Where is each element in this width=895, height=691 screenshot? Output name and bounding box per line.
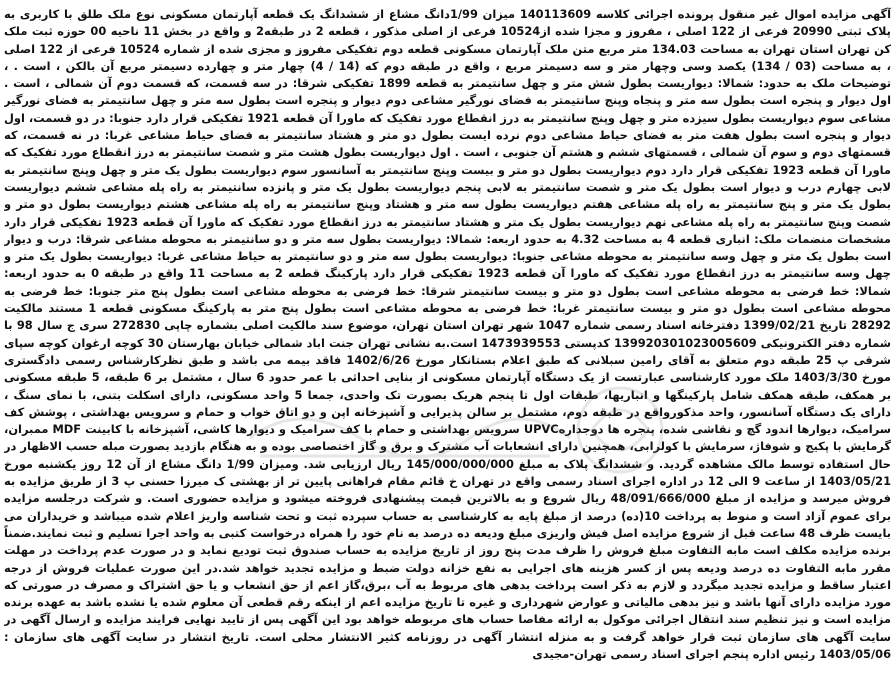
auction-notice-text: آگهی مزایده اموال غیر منقول پرونده اجرائی کلاسه 140113609 میزان 1/99دانگ مشاع از ششدانگ یک قطعه آپارتمان مسکونی نوع ملک طلق با کاربری به پلاک ثبتی 20990 فرعی از 122 اصلی ، مفروز و مجزا شده از10524 فرعی از اصلی مذکور ، قطعه 2 در طبقه2 و واقع در بخش 11 ناحیه 00 حوزه ثبت ملک کن تهران استان تهران به مساحت 134.03 متر مربع متن ملک آپارتمان مسکونی قطعه دوم تفکیکی مفروز و مجزی شده از شماره 10524 فرعی از 122 اصلی ، به مساحت (03 / 134) یکصد وسی وچهار متر و سه دسیمتر مربع ، واقع در طبقه دوم که (14 / 4) چهار متر و چهارده دسیمتر مربع آن بالکن ، است . ، توضیحات ملک به حدود: شمالا: دیواریست بطول شش متر و چهل سانتیمتر به قطعه 1899 تفکیکی شرقا: در سه قسمت، که قسمت دوم آن شمالی ، است . اول دیوار و پنجره است بطول سه متر و پنجاه وپنج سانتیمتر به فضای نورگیر مشاعی دوم دیوار و پنجره است بطول سه متر و چهل سانتیمتر به فضای نورگیر مشاعی سوم دیواریست بطول سیزده متر و چهل وپنج سانتیمتر به درز انقطاع مورد تفکیک که ماورا آن قطعه 1921 تفکیکی قرار دارد جنوبا: در دو قسمت، اول دیوار و پنجره است بطول هفت متر به فضای حیاط مشاعی دوم نرده ایست بطول دو متر و هشتاد سانتیمتر به فضای حیاط مشاعی غربا: در نه قسمت، که قسمتهای دوم و سوم آن شمالی ، قسمتهای ششم و هشتم آن جنوبی ، است . اول دیواریست بطول هشت متر و شصت سانتیمتر به درز انقطاع مورد تفکیک که ماورا آن قطعه 1923 تفکیکی قرار دارد دوم دیواریست بطول دو متر و بیست وپنج سانتیمتر به آسانسور سوم دیواریست بطول یک متر و چهل وپنج سانتیمتر به لابی چهارم درب و دیوار است بطول یک متر و شصت سانتیمتر به لابی پنجم دیواریست بطول یک متر و پانزده سانتیمتر به راه پله مشاعی ششم دیواریست بطول یک متر و پنج سانتیمتر به راه پله مشاعی هفتم دیواریست بطول سه متر و هشتاد وپنج سانتیمتر به راه پله مشاعی هشتم دیواریست بطول دو متر و شصت وپنج سانتیمتر به راه پله مشاعی نهم دیواریست بطول یک متر و هشتاد سانتیمتر به درز انقطاع مورد تفکیک که ماورا آن قطعه 1923 تفکیکی قرار دارد مشخصات منضمات ملک: انباری قطعه 4 به مساحت 4.32 به حدود اربعه: شمالا: دیواریست بطول سه متر و دو سانتیمتر به محوطه مشاعی شرقا: درب و دیوار است بطول یک متر و چهل وسه سانتیمتر به محوطه مشاعی جنوبا: دیواریست بطول سه متر و دو سانتیمتر به حیاط مشاعی غربا: دیواریست بطول یک متر و چهل وسه سانتیمتر به درز انقطاع مورد تفکیک که ماورا آن قطعه 1923 تفکیکی قرار دارد پارکینگ قطعه 2 به مساحت 11 واقع در طبقه 0 به حدود اربعه: شمالا: خط فرضی به محوطه مشاعی است بطول دو متر و بیست سانتیمتر شرقا: خط فرضی به محوطه مشاعی است بطول پنج متر جنوبا: خط فرضی به محوطه مشاعی است بطول دو متر و بیست سانتیمتر غربا: خط فرضی به محوطه مشاعی است بطول پنج متر به پارکینگ مسکونی قطعه 1 مستند مالکیت 28292 تاریخ 1399/02/21 دفترخانه اسناد رسمی شماره 1047 شهر تهران استان تهران، موضوع سند مالکیت اصلی بشماره چاپی 272830 سری ج سال 98 با شماره دفتر الکترونیکی 139920301023005609 کدپستی 1473939553 است.به نشانی تهران جنت اباد شمالی خیابان بهارستان 30 کوچه ارغوان کوچه سپای شرقی پ 25 طبقه دوم متعلق به آقای رامین سبلانی که طبق اعلام بستانکار مورخ 1402/6/26 فاقد بیمه می باشد و طبق نظرکارشناس رسمی دادگستری مورخ 1403/3/30 ملک مورد کارشناسی عبارتست از یک دستگاه آپارتمان مسکونی از بنایی احداثی با عمر حدود 6 سال ، مشتمل بر 6 طبقه، 5 طبقه مسکونی بر همکف، طبقه همکف شامل پارکینگها و انباریها، طبقات اول تا پنجم هریک بصورت تک واحدی، جمعا 5 واحد مسکونی، دارای اسکلت بتنی، با نمای سنگ ، دارای یک دستگاه آسانسور، واحد مذکورواقع در طبقه دوم، مشتمل بر سالن پذیرایی و آشپزخانه اپن و دو اتاق خواب و حمام و سرویس بهداشتی ، پوشش کف سرامیک، دیوارها اندود گچ و نقاشی شده، پنجره ها دوجدارهUPVC سرویس بهداشتی و حمام با کف سرامیک و دیوارها کاشی، آشپزخانه با کابینت MDF ممبران، گرمایش با پکیج و شوفاژ، سرمایش با کولرابی، همچنین دارای انشعابات آب مشترک و برق و گاز اختصاصی بوده و به هنگام بازدید بصورت مبله حسب الاظهار در حال استفاده توسط مالک مشاهده گردید. و ششدانگ پلاک به مبلغ 145/000/000/000 ریال ارزیابی شد. ومیزان 1/99 دانگ مشاع از آن 12 روز یکشنبه مورخ 1403/05/21 از ساعت 9 الی 12 در اداره اجرای اسناد رسمی واقع در تهران خ قائم مقام فراهانی پایین تر از بهشتی ک میرزا حسنی پ 3 از طریق مزایده به فروش میرسد و مزایده از مبلغ 48/091/666/000 ریال شروع و به بالاترین قیمت پیشنهادی فروخته میشود و مزایده حضوری است. و شرکت درجلسه مزایده برای عموم آزاد است و منوط به پرداخت 10(ده) درصد از مبلغ پایه به کارشناسی به حساب سپرده ثبت و تحت شناسه واریز اعلام شده میباشد و خریداران می بایست ظرف 48 ساعت قبل از شروع مزایده اصل فیش واریزی مبلغ ودیعه ده درصد به نام خود را همراه درخواست کتبی به واحد اجرا تسلیم و ثبت نمایند.ضمناً برنده مزایده مکلف است مابه التفاوت مبلغ فروش را ظرف مدت پنج روز از تاریخ مزایده به حساب صندوق ثبت تودیع نماید و در صورت عدم پرداخت در مهلت مقرر مابه التفاوت ده درصد ودیعه پس از کسر هزینه های اجرایی به نفع خزانه دولت ضبط و مزایده تجدید خواهد شد.در این صورت عملیات فروش از درجه اعتبار ساقط و مزایده تجدید میگردد و لازم به ذکر است پرداخت بدهی های مربوط به آب ،برق،گاز اعم از حق انشعاب و یا حق اشتراک و مصرف در صورتی که مورد مزایده دارای آنها باشد و نیز بدهی مالیاتی و عوارض شهرداری و غیره تا تاریخ مزایده اعم از اینکه رقم قطعی آن معلوم شده یا نشده باشد به عهده برنده مزایده است و نیز تنظیم سند انتقال اجرائی موکول به ارائه مفاصا حساب های مربوطه خواهد بود این آگهی پس از تایید نهایی فرایند مزایده و ارسال آگهی در سایت آگهی های سازمان ثبت قرار خواهد گرفت و به منزله انتشار آگهی در روزنامه کثیر الانتشار محلی است. تاریخ انتشار در سایت آگهی های سازمان : 1403/05/06 رئیس اداره پنجم اجرای اسناد رسمی تهران-مجیدی [4, 7, 891, 661]
